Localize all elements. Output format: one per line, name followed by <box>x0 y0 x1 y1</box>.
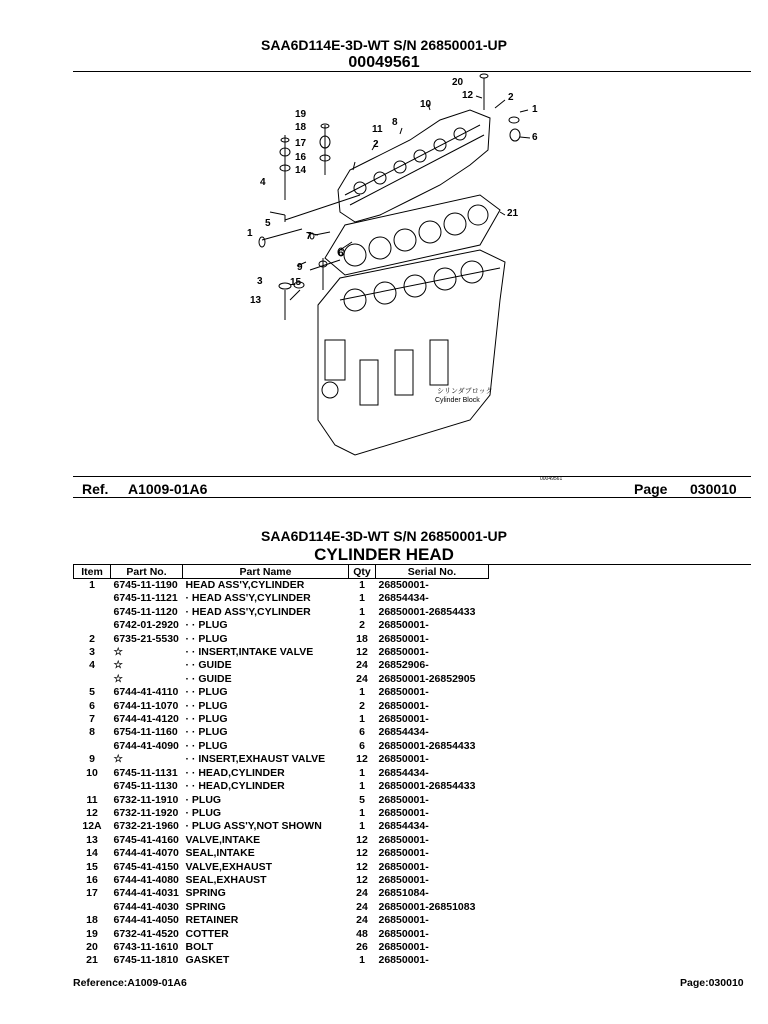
cell-serial-no: 26850001- <box>378 686 429 699</box>
cell-qty: 1 <box>359 780 365 793</box>
section-title: CYLINDER HEAD <box>314 545 454 564</box>
cell-part-no: ☆ <box>113 646 123 659</box>
cell-part-name: BOLT <box>185 940 214 953</box>
cell-part-no: 6744-41-4070 <box>113 847 179 860</box>
cell-part-no: 6732-21-1960 <box>113 820 179 833</box>
cell-serial-no: 26850001-26854433 <box>378 605 476 618</box>
cell-part-no: 6732-11-1920 <box>113 806 179 819</box>
cell-item: 4 <box>89 659 95 672</box>
cell-item: 3 <box>89 646 95 659</box>
cell-part-name: · · PLUG <box>185 686 228 699</box>
cell-part-name: · · PLUG <box>185 713 228 726</box>
cell-item: 12A <box>82 820 102 833</box>
cell-part-name: · HEAD ASS'Y,CYLINDER <box>185 592 311 605</box>
cell-serial-no: 26854434- <box>378 726 429 739</box>
cell-qty: 24 <box>356 914 368 927</box>
table-row <box>74 686 489 699</box>
cell-serial-no: 26850001- <box>378 619 429 632</box>
cell-item: 19 <box>86 927 98 940</box>
cell-item <box>74 780 111 793</box>
col-qty-header: Qty <box>349 565 376 579</box>
cell-part-name: · · PLUG <box>185 619 228 632</box>
diagram-callouts <box>247 77 562 482</box>
cell-item <box>74 592 111 605</box>
col-part-no-header: Part No. <box>111 565 183 579</box>
table-row <box>74 646 489 659</box>
cell-item: 16 <box>86 873 98 886</box>
cell-qty: 1 <box>359 686 365 699</box>
cell-qty: 24 <box>356 900 368 913</box>
cell-qty: 1 <box>359 579 365 591</box>
cell-part-no: 6745-41-4160 <box>113 833 179 846</box>
table-row <box>74 659 489 672</box>
cell-part-name: RETAINER <box>185 914 239 927</box>
callout-label: 12 <box>462 90 474 101</box>
callout-label: 9 <box>297 262 303 273</box>
cell-qty: 12 <box>356 753 368 766</box>
cell-item <box>74 740 111 753</box>
cell-serial-no: 26850001- <box>378 927 429 940</box>
table-row <box>74 794 489 807</box>
table-row <box>74 700 489 713</box>
section-model-header: SAA6D114E-3D-WT S/N 26850001-UP <box>261 528 507 544</box>
cell-part-no: 6754-11-1160 <box>113 726 178 739</box>
table-row <box>74 780 489 793</box>
table-row <box>74 592 489 605</box>
cell-qty: 24 <box>356 672 368 685</box>
cell-part-no: ☆ <box>113 672 123 685</box>
cell-serial-no: 26850001- <box>378 833 429 846</box>
cell-serial-no: 26850001- <box>378 860 429 873</box>
cell-part-name: · PLUG <box>185 793 222 806</box>
table-row <box>74 914 489 927</box>
block-label-en: Cylinder Block <box>435 397 480 404</box>
cell-part-no: 6744-41-4050 <box>113 914 179 927</box>
cell-serial-no: 26850001- <box>378 793 429 806</box>
cell-part-name: · · PLUG <box>185 726 228 739</box>
cell-item <box>74 901 111 914</box>
cell-part-no: 6735-21-5530 <box>113 632 179 645</box>
cell-qty: 6 <box>359 739 365 752</box>
callout-label: 20 <box>452 77 464 88</box>
cell-part-name: SEAL,INTAKE <box>185 847 255 860</box>
cell-serial-no: 26850001- <box>378 632 429 645</box>
cell-item: 8 <box>89 726 95 739</box>
cell-qty: 1 <box>359 766 365 779</box>
cell-part-no: 6744-41-4090 <box>113 739 179 752</box>
cell-part-no: 6745-11-1120 <box>113 605 178 618</box>
table-row <box>74 633 489 646</box>
cell-qty: 48 <box>356 927 368 940</box>
cell-qty: 12 <box>356 860 368 873</box>
cell-part-name: COTTER <box>185 927 229 940</box>
cell-qty: 18 <box>356 632 368 645</box>
cell-part-no: 6744-41-4080 <box>113 873 179 886</box>
cell-part-name: · · PLUG <box>185 632 228 645</box>
cell-part-no: 6745-11-1131 <box>113 766 178 779</box>
callout-label: 21 <box>507 208 519 219</box>
table-row <box>74 807 489 820</box>
cell-part-name: · PLUG ASS'Y,NOT SHOWN <box>185 820 322 833</box>
cell-serial-no: 26850001-26852905 <box>378 672 476 685</box>
cell-serial-no: 26850001- <box>378 646 429 659</box>
callout-label: 5 <box>265 218 271 229</box>
callout-label: 6 <box>532 132 538 143</box>
cylinder-head-exploded-diagram <box>240 72 563 482</box>
refbar-bottom-rule <box>73 497 751 498</box>
cell-serial-no: 26850001- <box>378 579 429 591</box>
table-row <box>74 606 489 619</box>
cell-qty: 1 <box>359 954 365 967</box>
cell-part-no: ☆ <box>113 753 123 766</box>
cell-part-name: VALVE,INTAKE <box>185 833 261 846</box>
cell-serial-no: 26850001- <box>378 914 429 927</box>
callout-label: 3 <box>257 276 263 287</box>
table-row <box>74 820 489 833</box>
cell-serial-no: 26854434- <box>378 592 429 605</box>
cell-part-no: 6745-11-1190 <box>113 579 178 591</box>
callout-label: 7 <box>306 231 312 242</box>
cell-item: 21 <box>86 954 98 967</box>
table-row <box>74 901 489 914</box>
cell-part-name: · · PLUG <box>185 699 228 712</box>
cell-serial-no: 26854434- <box>378 820 429 833</box>
cell-item <box>74 606 111 619</box>
table-row <box>74 740 489 753</box>
cell-part-no: 6745-11-1130 <box>113 780 178 793</box>
page-model-header: SAA6D114E-3D-WT S/N 26850001-UP <box>261 37 507 53</box>
table-row <box>74 834 489 847</box>
cell-part-name: · · GUIDE <box>185 659 232 672</box>
callout-label: 11 <box>372 124 383 135</box>
cell-serial-no: 26851084- <box>378 887 429 900</box>
cell-part-name: · · INSERT,INTAKE VALVE <box>185 646 314 659</box>
cell-part-no: 6744-41-4120 <box>113 713 179 726</box>
cell-part-no: 6743-11-1610 <box>113 940 179 953</box>
callout-label: 1 <box>532 104 538 115</box>
cell-qty: 2 <box>359 619 365 632</box>
col-serial-header: Serial No. <box>376 565 489 579</box>
cell-part-no: 6745-11-1810 <box>113 954 179 967</box>
cell-serial-no: 26854434- <box>378 766 429 779</box>
callout-label: 6 <box>338 248 344 259</box>
cell-qty: 12 <box>356 646 368 659</box>
callout-label: 2 <box>373 139 379 150</box>
refbar-top-rule <box>73 476 751 477</box>
cell-part-name: SEAL,EXHAUST <box>185 873 267 886</box>
cell-item: 10 <box>86 766 98 779</box>
cell-qty: 12 <box>356 833 368 846</box>
table-row <box>74 847 489 860</box>
cell-qty: 24 <box>356 887 368 900</box>
cell-part-name: · · PLUG <box>185 739 228 752</box>
cell-part-no: ☆ <box>113 659 123 672</box>
callout-label: 2 <box>508 92 514 103</box>
cell-part-name: · · INSERT,EXHAUST VALVE <box>185 753 326 766</box>
cell-part-name: · PLUG <box>185 806 222 819</box>
cell-qty: 5 <box>359 793 365 806</box>
cell-item: 20 <box>86 940 98 953</box>
table-row <box>74 861 489 874</box>
cell-qty: 2 <box>359 699 365 712</box>
table-row <box>74 954 489 967</box>
cell-part-no: 6732-41-4520 <box>113 927 179 940</box>
cell-serial-no: 26850001- <box>378 806 429 819</box>
callout-label: 4 <box>260 177 266 188</box>
callout-label: 14 <box>295 165 307 176</box>
cell-part-no: 6732-11-1910 <box>113 793 179 806</box>
cell-item <box>74 673 111 686</box>
cell-part-name: · · GUIDE <box>185 672 232 685</box>
cell-qty: 12 <box>356 873 368 886</box>
cell-item: 5 <box>89 686 95 699</box>
ref-label: Ref. <box>82 481 109 497</box>
page-value: 030010 <box>690 481 737 497</box>
callout-label: 15 <box>290 277 302 288</box>
table-row <box>74 874 489 887</box>
cell-serial-no: 26850001-26854433 <box>378 780 476 793</box>
cell-qty: 1 <box>359 806 365 819</box>
cell-item: 17 <box>86 887 98 900</box>
cell-serial-no: 26850001- <box>378 873 429 886</box>
col-item-header: Item <box>74 565 111 579</box>
callout-label: 8 <box>392 117 398 128</box>
cell-item <box>74 619 111 632</box>
cell-item: 9 <box>89 753 95 766</box>
cell-item: 12 <box>86 806 98 819</box>
ref-value: A1009-01A6 <box>128 481 208 497</box>
cell-serial-no: 26852906- <box>378 659 429 672</box>
cell-part-name: VALVE,EXHAUST <box>185 860 273 873</box>
drawing-code: 00049561 <box>348 54 420 71</box>
footer-reference: Reference:A1009-01A6 <box>73 977 187 989</box>
cell-item: 13 <box>86 833 98 846</box>
callout-label: 18 <box>295 122 307 133</box>
cell-part-name: · · HEAD,CYLINDER <box>185 780 285 793</box>
cell-serial-no: 26850001- <box>378 713 429 726</box>
cell-part-no: 6745-41-4150 <box>113 860 179 873</box>
cell-serial-no: 26850001- <box>378 753 429 766</box>
cell-part-no: 6742-01-2920 <box>113 619 179 632</box>
cell-qty: 6 <box>359 726 365 739</box>
table-row <box>74 887 489 900</box>
tiny-drawing-code: 00049561 <box>540 476 563 482</box>
cell-part-name: GASKET <box>185 954 230 967</box>
table-row <box>74 713 489 726</box>
cell-qty: 1 <box>359 605 365 618</box>
cell-serial-no: 26850001-26851083 <box>378 900 476 913</box>
cell-item: 1 <box>89 579 95 591</box>
cell-serial-no: 26850001- <box>378 954 429 967</box>
cell-qty: 1 <box>359 713 365 726</box>
cell-qty: 12 <box>356 847 368 860</box>
cell-part-no: 6744-11-1070 <box>113 699 179 712</box>
table-row <box>74 619 489 632</box>
callout-label: 13 <box>250 295 262 306</box>
cell-item: 6 <box>89 699 95 712</box>
parts-table <box>73 564 489 968</box>
callout-label: 17 <box>295 138 307 149</box>
cell-part-no: 6744-41-4030 <box>113 900 179 913</box>
cell-part-no: 6744-41-4031 <box>113 887 179 900</box>
callout-label: 19 <box>295 109 307 120</box>
callout-label: 10 <box>420 99 432 110</box>
cell-serial-no: 26850001- <box>378 699 429 712</box>
page-label: Page <box>634 481 668 497</box>
cell-qty: 24 <box>356 659 368 672</box>
cell-part-name: · · HEAD,CYLINDER <box>185 766 285 779</box>
cell-serial-no: 26850001-26854433 <box>378 739 476 752</box>
cell-item: 7 <box>89 713 95 726</box>
table-row <box>74 579 489 593</box>
cell-item: 2 <box>89 632 95 645</box>
block-label-jp: シリンダブロック <box>437 388 493 395</box>
cell-qty: 26 <box>356 940 368 953</box>
cell-serial-no: 26850001- <box>378 847 429 860</box>
cell-item: 18 <box>86 914 98 927</box>
table-row <box>74 941 489 954</box>
table-row <box>74 673 489 686</box>
cell-serial-no: 26850001- <box>378 940 429 953</box>
callout-label: 16 <box>295 152 307 163</box>
table-row <box>74 753 489 766</box>
footer-page: Page:030010 <box>680 977 744 989</box>
col-part-name-header: Part Name <box>183 565 349 579</box>
cell-part-name: · HEAD ASS'Y,CYLINDER <box>185 605 311 618</box>
callout-label: 1 <box>247 228 253 239</box>
cell-item: 11 <box>86 793 98 806</box>
cell-qty: 1 <box>359 820 365 833</box>
table-row <box>74 928 489 941</box>
cell-item: 15 <box>86 860 98 873</box>
cell-part-no: 6744-41-4110 <box>113 686 179 699</box>
cell-qty: 1 <box>359 592 365 605</box>
cell-part-name: SPRING <box>185 887 226 900</box>
parts-table-header <box>74 565 489 579</box>
cell-item: 14 <box>86 847 98 860</box>
cell-part-name: SPRING <box>185 900 226 913</box>
cell-part-name: HEAD ASS'Y,CYLINDER <box>185 579 305 591</box>
table-row <box>74 767 489 780</box>
table-row <box>74 726 489 739</box>
cell-part-no: 6745-11-1121 <box>113 592 178 605</box>
